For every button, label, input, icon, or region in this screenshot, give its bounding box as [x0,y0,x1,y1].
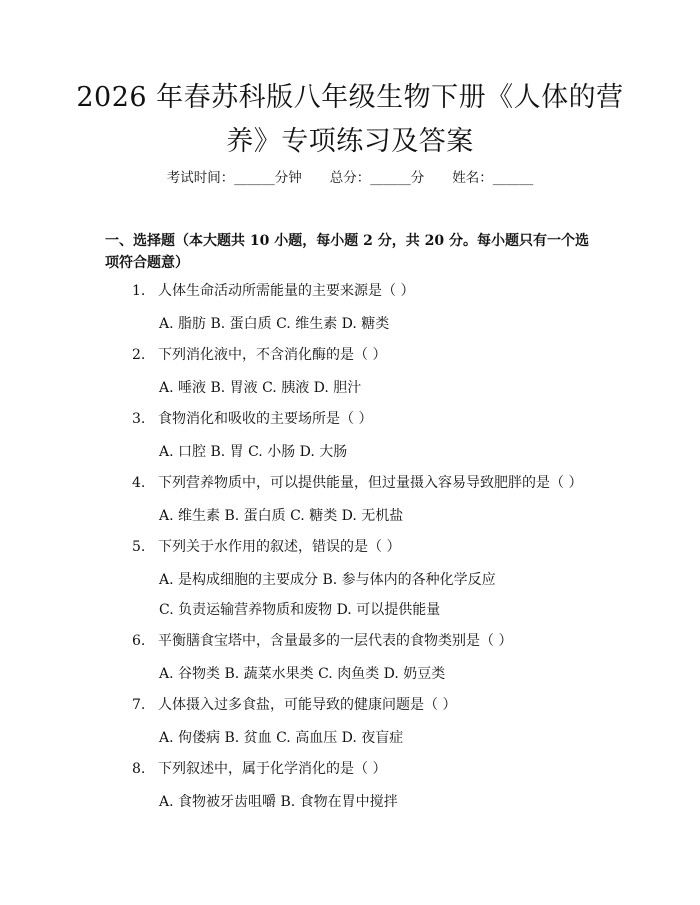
exam-time: 考试时间：______分钟 [166,170,302,186]
question-text: 下列消化液中，不含消化酶的是（ ） [158,347,387,363]
question-1-options: A. 脂肪 B. 蛋白质 C. 维生素 D. 糖类 [159,316,390,332]
question-text: 人体摄入过多食盐，可能导致的健康问题是（ ） [158,697,457,713]
question-1 [132,281,414,301]
question-number: 2. [132,347,146,363]
document-title [60,76,640,164]
question-number: 1. [132,283,146,299]
question-number: 6. [132,633,146,649]
question-number: 7. [132,697,146,713]
question-6 [132,631,512,651]
exam-total-score: 总分：______分 [329,170,425,186]
question-5 [132,537,400,557]
question-2 [132,345,386,365]
question-4 [132,473,582,493]
question-number: 4. [132,475,146,491]
question-5-options-line-2: C. 负责运输营养物质和废物 D. 可以提供能量 [159,602,441,618]
section-title: 一、选择题（本大题共 10 小题，每小题 2 分，共 20 分。每小题只有一个选项符合题意） [105,233,589,271]
question-number: 5. [132,539,146,555]
title-line-2: 养》专项练习及答案 [226,126,474,157]
question-5-options-line-1: A. 是构成细胞的主要成分 B. 参与体内的各种化学反应 [159,572,496,588]
title-line-1: 2026 年春苏科版八年级生物下册《人体的营 [76,82,624,113]
question-text: 人体生命活动所需能量的主要来源是（ ） [158,283,415,299]
question-text: 下列营养物质中，可以提供能量，但过量摄入容易导致肥胖的是（ ） [158,475,583,491]
exam-meta [0,168,700,188]
question-2-options: A. 唾液 B. 胃液 C. 胰液 D. 胆汁 [159,380,362,396]
student-name-field: 姓名：______ [452,170,534,186]
question-text: 食物消化和吸收的主要场所是（ ） [158,411,373,427]
question-number: 3. [132,411,146,427]
question-text: 下列叙述中，属于化学消化的是（ ） [158,761,387,777]
question-6-options: A. 谷物类 B. 蔬菜水果类 C. 肉鱼类 D. 奶豆类 [159,666,446,682]
question-text: 下列关于水作用的叙述，错误的是（ ） [158,539,401,555]
question-8-options: A. 食物被牙齿咀嚼 B. 食物在胃中搅拌 [159,794,398,810]
question-text: 平衡膳食宝塔中，含量最多的一层代表的食物类别是（ ） [158,633,513,649]
question-3-options: A. 口腔 B. 胃 C. 小肠 D. 大肠 [159,444,348,460]
question-3 [132,409,372,429]
question-7 [132,695,456,715]
question-4-options: A. 维生素 B. 蛋白质 C. 糖类 D. 无机盐 [159,508,404,524]
question-8 [132,759,386,779]
question-number: 8. [132,761,146,777]
question-7-options: A. 佝偻病 B. 贫血 C. 高血压 D. 夜盲症 [159,730,404,746]
